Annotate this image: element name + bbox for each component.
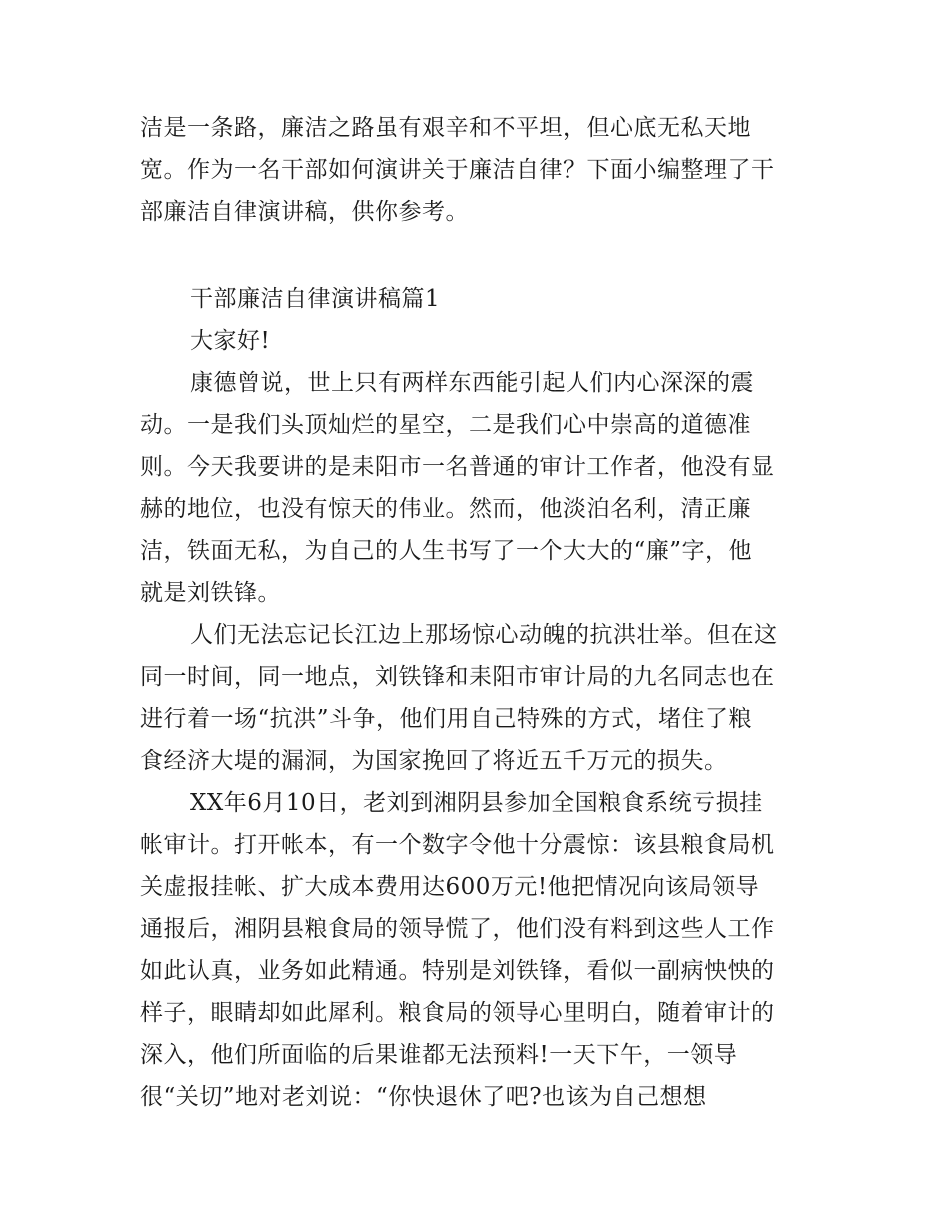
paragraph-line: XX年6月10日，老刘到湘阴县参加全国粮食系统亏损挂 [190, 790, 763, 816]
paragraph-line: 关虚报挂帐、扩大成本费用达600万元!他把情况向该局领导 [140, 874, 760, 900]
paragraph-line: 就是刘铁锋。 [140, 580, 281, 606]
paragraph-line: 食经济大堤的漏洞，为国家挽回了将近五千万元的损失。 [140, 748, 728, 774]
paragraph-line: 如此认真，业务如此精通。特别是刘铁锋，看似一副病怏怏的 [140, 958, 775, 984]
paragraph-line: 很“关切”地对老刘说：“你快退休了吧?也该为自己想想 [140, 1084, 707, 1110]
intro-line: 部廉洁自律演讲稿，供你参考。 [140, 199, 469, 225]
paragraph-line: 赫的地位，也没有惊天的伟业。然而，他淡泊名利，清正廉 [140, 496, 751, 522]
paragraph-line: 帐审计。打开帐本，有一个数字令他十分震惊：该县粮食局机 [140, 832, 775, 858]
paragraph-line: 通报后，湘阴县粮食局的领导慌了，他们没有料到这些人工作 [140, 916, 775, 942]
greeting: 大家好! [190, 328, 271, 354]
paragraph-line: 人们无法忘记长江边上那场惊心动魄的抗洪壮举。但在这 [190, 622, 778, 648]
paragraph-line: 康德曾说，世上只有两样东西能引起人们内心深深的震 [190, 370, 754, 396]
paragraph-line: 则。今天我要讲的是耒阳市一名普通的审计工作者，他没有显 [140, 454, 775, 480]
paragraph-line: 深入，他们所面临的后果谁都无法预料!一天下午，一领导 [140, 1042, 738, 1068]
paragraph-line: 动。一是我们头顶灿烂的星空，二是我们心中崇高的道德准 [140, 412, 751, 438]
intro-line: 洁是一条路，廉洁之路虽有艰辛和不平坦，但心底无私天地 [140, 115, 751, 141]
section-heading: 干部廉洁自律演讲稿篇1 [190, 286, 441, 312]
paragraph-line: 洁，铁面无私，为自己的人生书写了一个大大的“廉”字，他 [140, 538, 753, 564]
paragraph-line: 同一时间，同一地点，刘铁锋和耒阳市审计局的九名同志也在 [140, 664, 775, 690]
paragraph-line: 进行着一场“抗洪”斗争，他们用自己特殊的方式，堵住了粮 [140, 706, 753, 732]
paragraph-line: 样子，眼睛却如此犀利。粮食局的领导心里明白，随着审计的 [140, 1000, 775, 1026]
intro-line: 宽。作为一名干部如何演讲关于廉洁自律？下面小编整理了干 [140, 157, 775, 183]
